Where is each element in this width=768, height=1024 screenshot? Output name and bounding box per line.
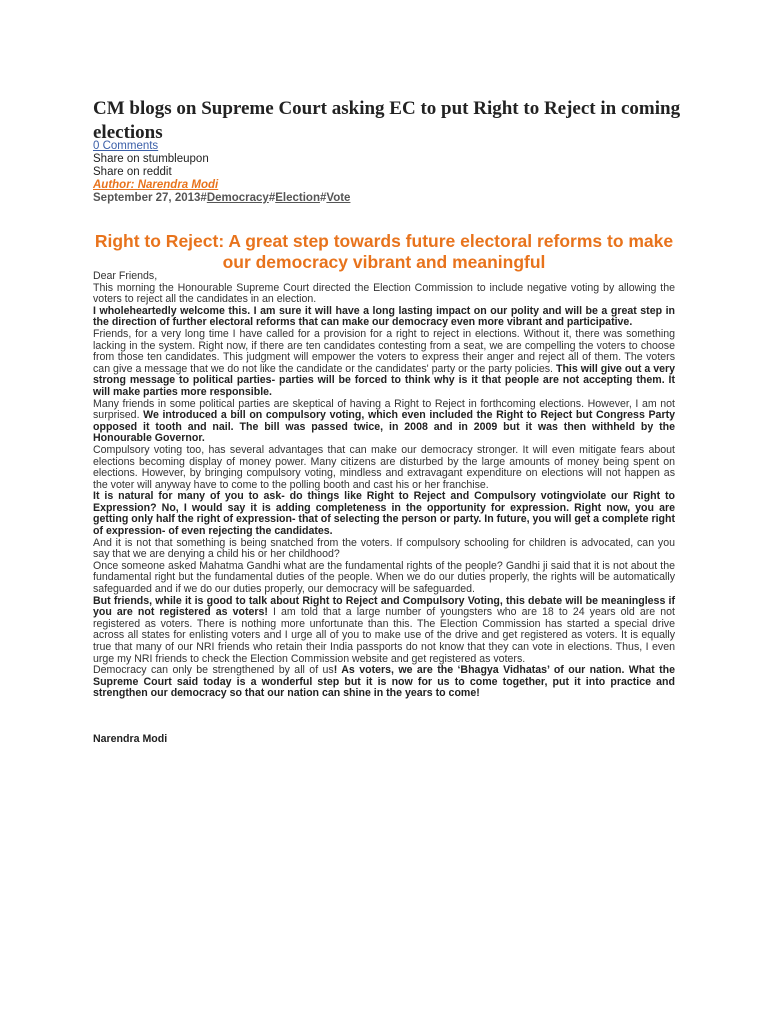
paragraph-emphasis: We introduced a bill on compulsory voting, which even included the Right to Reject but Congress Party opposed it tooth and nail. The bill was passed twice, in 2008 and in 2009 but it was then withheld by the Honourable Governor. <box>93 409 675 445</box>
paragraph: I am told that a large number of youngsters who are 18 to 24 years old are not registered as voters. There is nothing more unfortunate than this. The Election Commission has started a special drive across all states for enlisting voters and I urge all of you to make use of the drive and get registered as voters. It is equally true that many of our NRI friends who retain their India passports do not know that they can vote in elections. Thus, I even urge my NRI friends to check the Election Commission website and get registered as voters. <box>93 606 675 665</box>
tag-link[interactable]: Democracy <box>206 192 269 204</box>
paragraph: Many friends in some political parties are skeptical of having a Right to Reject in forthcoming elections. However, I am not surprised. <box>93 397 675 422</box>
author-link[interactable]: Author: Narendra Modi <box>93 179 219 191</box>
greeting: Dear Friends, <box>93 270 158 282</box>
paragraph: Democracy can only be strengthened by all of us <box>93 664 334 677</box>
paragraph: Once someone asked Mahatma Gandhi what are the fundamental rights of the people? Gandhi ji said that it is not about the fundamental right but the fundamental duties of the people. When we do our duties properly, the rights will be automatically safeguarded and if we do our duties properly, our democracy will be safeguarded. <box>93 559 675 596</box>
paragraph: And it is not that something is being snatched from the voters. If compulsory schooling for children is advocated, can you say that we are denying a child his or her childhood? <box>93 536 675 561</box>
dateline: September 27, 2013#Democracy#Election#Vote <box>93 192 351 204</box>
paragraph-emphasis: I wholeheartedly welcome this. I am sure it will have a long lasting impact on our polity and will be a great step in the direction of further electoral reforms that can make our democracy even more vibrant and participative. <box>93 304 675 329</box>
tag-link[interactable]: Election <box>275 192 320 204</box>
post-date: September 27, 2013 <box>93 192 201 204</box>
share-reddit[interactable]: Share on reddit <box>93 166 172 178</box>
comments-link[interactable]: 0 Comments <box>93 140 159 152</box>
article-headline: Right to Reject: A great step towards future electoral reforms to make our democracy vibrant and meaningful <box>94 231 674 272</box>
paragraph-emphasis: It is natural for many of you to ask- do things like Right to Reject and Compulsory votingviolate our Right to Expression? No, I would say it is adding completeness in the opportunity for expression. Right now, you are getting only half the right of expression- that of selecting the person or party. In future, you will get a complete right of expression- of even rejecting the candidates. <box>93 490 675 538</box>
paragraph: Compulsory voting too, has several advantages that can make our democracy stronger. It will even mitigate fears about elections becoming display of money power. Many citizens are disturbed by the large amounts of money being spent on elections. However, by bringing compulsory voting, mindless and extravagant expenditure on elections will not happen as the voter will anyway have to come to the polling booth and cast his or her franchise. <box>93 443 675 491</box>
paragraph-emphasis: But friends, while it is good to talk about Right to Reject and Compulsory Voting, this debate will be meaningless if you are not registered as voters! <box>93 594 675 619</box>
paragraph-emphasis: ! As voters, we are the ‘Bhagya Vidhatas’ of our nation. What the Supreme Court said today is a wonderful step but it is now for us to come together, put it into practice and strengthen our democracy so that our nation can shine in the years to come! <box>93 664 675 700</box>
signature: Narendra Modi <box>93 732 168 745</box>
paragraph-emphasis: This will give out a very strong message to political parties- parties will be forced to think why is it that people are not accepting them. It will make parties more responsible. <box>93 362 676 398</box>
article-body <box>93 271 675 746</box>
paragraph: Friends, for a very long time I have called for a provision for a right to reject in elections. Without it, there was something lacking in the system. Right now, if there are ten candidates contesting from a seat, we are compelling the voters to choose from those ten candidates. This judgment will empower the voters to express their anger and reject all of them. The voters can give a message that we do not like the candidate or the candidates' party or the party policies. <box>93 327 675 375</box>
paragraph: This morning the Honourable Supreme Court directed the Election Commission to include negative voting by allowing the voters to reject all the candidates in an election. <box>93 281 675 306</box>
share-stumbleupon[interactable]: Share on stumbleupon <box>93 153 209 165</box>
tag-link[interactable]: Vote <box>326 192 351 204</box>
post-meta <box>93 140 693 205</box>
blog-title: CM blogs on Supreme Court asking EC to put Right to Reject in coming elections <box>93 98 681 143</box>
